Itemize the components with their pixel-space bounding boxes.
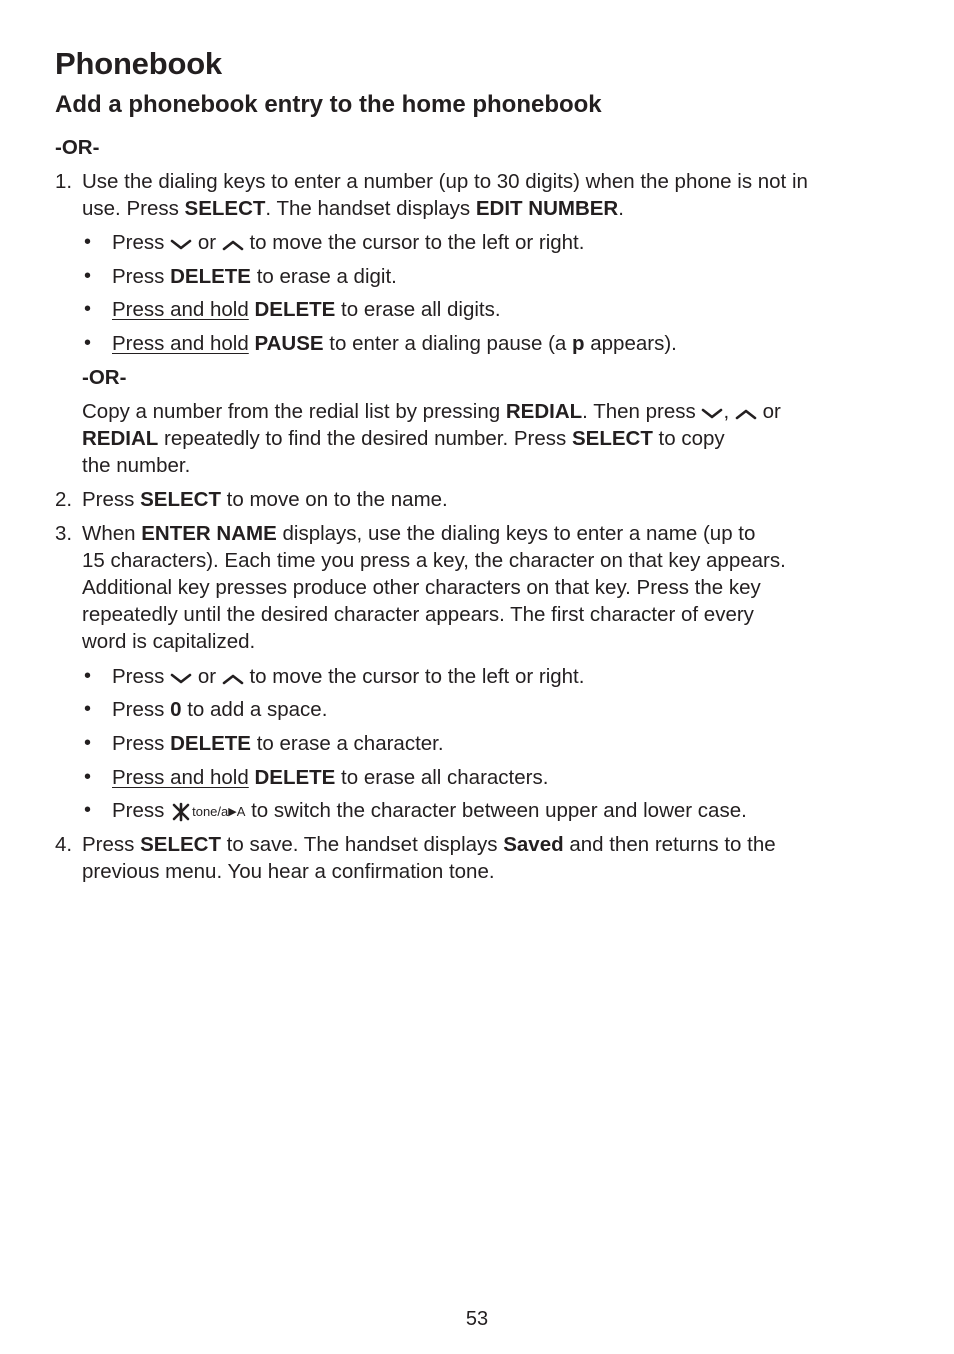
chevron-up-icon [735, 399, 757, 426]
page-title: Phonebook [55, 46, 222, 81]
step3-bullet-case: Press tone/a▶A to switch the character between upper and lower case. [112, 799, 747, 822]
step2-text: Press SELECT to move on to the name. [82, 488, 448, 511]
chevron-down-icon [170, 664, 192, 691]
step3-text-line2: 15 characters). Each time you press a key, the character on that key appears. [82, 549, 786, 572]
step3-bullet-delete: Press DELETE to erase a character. [112, 732, 444, 755]
page-number: 53 [465, 1308, 489, 1330]
step1-bullet-delete: Press DELETE to erase a digit. [112, 265, 397, 288]
bullet: • [84, 265, 92, 287]
edit-number-label: EDIT NUMBER [475, 197, 619, 220]
step-number: 1. [55, 170, 73, 193]
step1-bullet-hold-pause: Press and hold PAUSE to enter a dialing pause (a p appears). [112, 332, 677, 355]
step-number: 2. [55, 488, 73, 511]
chevron-down-icon [701, 399, 723, 426]
bullet: • [84, 698, 92, 720]
chevron-up-icon [222, 230, 244, 257]
bullet: • [84, 766, 92, 788]
bullet: • [84, 332, 92, 354]
step3-text-line1: When ENTER NAME displays, use the dialing keys to enter a name (up to [82, 522, 756, 545]
step4-text-line1: Press SELECT to save. The handset displays Saved and then returns to the [82, 833, 776, 856]
chevron-up-icon [222, 664, 244, 691]
or-separator: -OR- [82, 366, 127, 389]
step3-text-line4: repeatedly until the desired character appears. The first character of every [82, 603, 754, 626]
bullet: • [84, 732, 92, 754]
step-number: 3. [55, 522, 73, 545]
step1-bullet-hold-delete: Press and hold DELETE to erase all digits. [112, 298, 501, 321]
step1-alt-line3: the number. [82, 454, 191, 477]
bullet: • [84, 799, 92, 821]
step4-text-line2: previous menu. You hear a confirmation tone. [82, 860, 495, 883]
step1-alt-line1: Copy a number from the redial list by pressing REDIAL. Then press , or [82, 398, 781, 426]
select-key-label: SELECT [184, 197, 266, 220]
bullet: • [84, 665, 92, 687]
step3-text-line5: word is capitalized. [82, 630, 256, 653]
or-separator: -OR- [55, 136, 100, 159]
bullet: • [84, 231, 92, 253]
step1-text-line2: use. Press SELECT. The handset displays EDIT NUMBER. [82, 197, 624, 220]
section-heading: Add a phonebook entry to the home phonebook [55, 91, 602, 118]
step3-text-line3: Additional key presses produce other characters on that key. Press the key [82, 576, 761, 599]
star-tone-key-icon: tone/a▶A [170, 801, 245, 823]
step1-alt-line2: REDIAL repeatedly to find the desired number. Press SELECT to copy [82, 427, 725, 450]
step1-text-line1: Use the dialing keys to enter a number (up to 30 digits) when the phone is not in [82, 170, 808, 193]
bullet: • [84, 298, 92, 320]
step3-bullet-space: Press 0 to add a space. [112, 698, 328, 721]
chevron-down-icon [170, 230, 192, 257]
step3-bullet-cursor: Press or to move the cursor to the left or right. [112, 663, 584, 691]
step1-bullet-cursor: Press or to move the cursor to the left or right. [112, 229, 584, 257]
step3-bullet-hold-delete: Press and hold DELETE to erase all characters. [112, 766, 549, 789]
step-number: 4. [55, 833, 73, 856]
